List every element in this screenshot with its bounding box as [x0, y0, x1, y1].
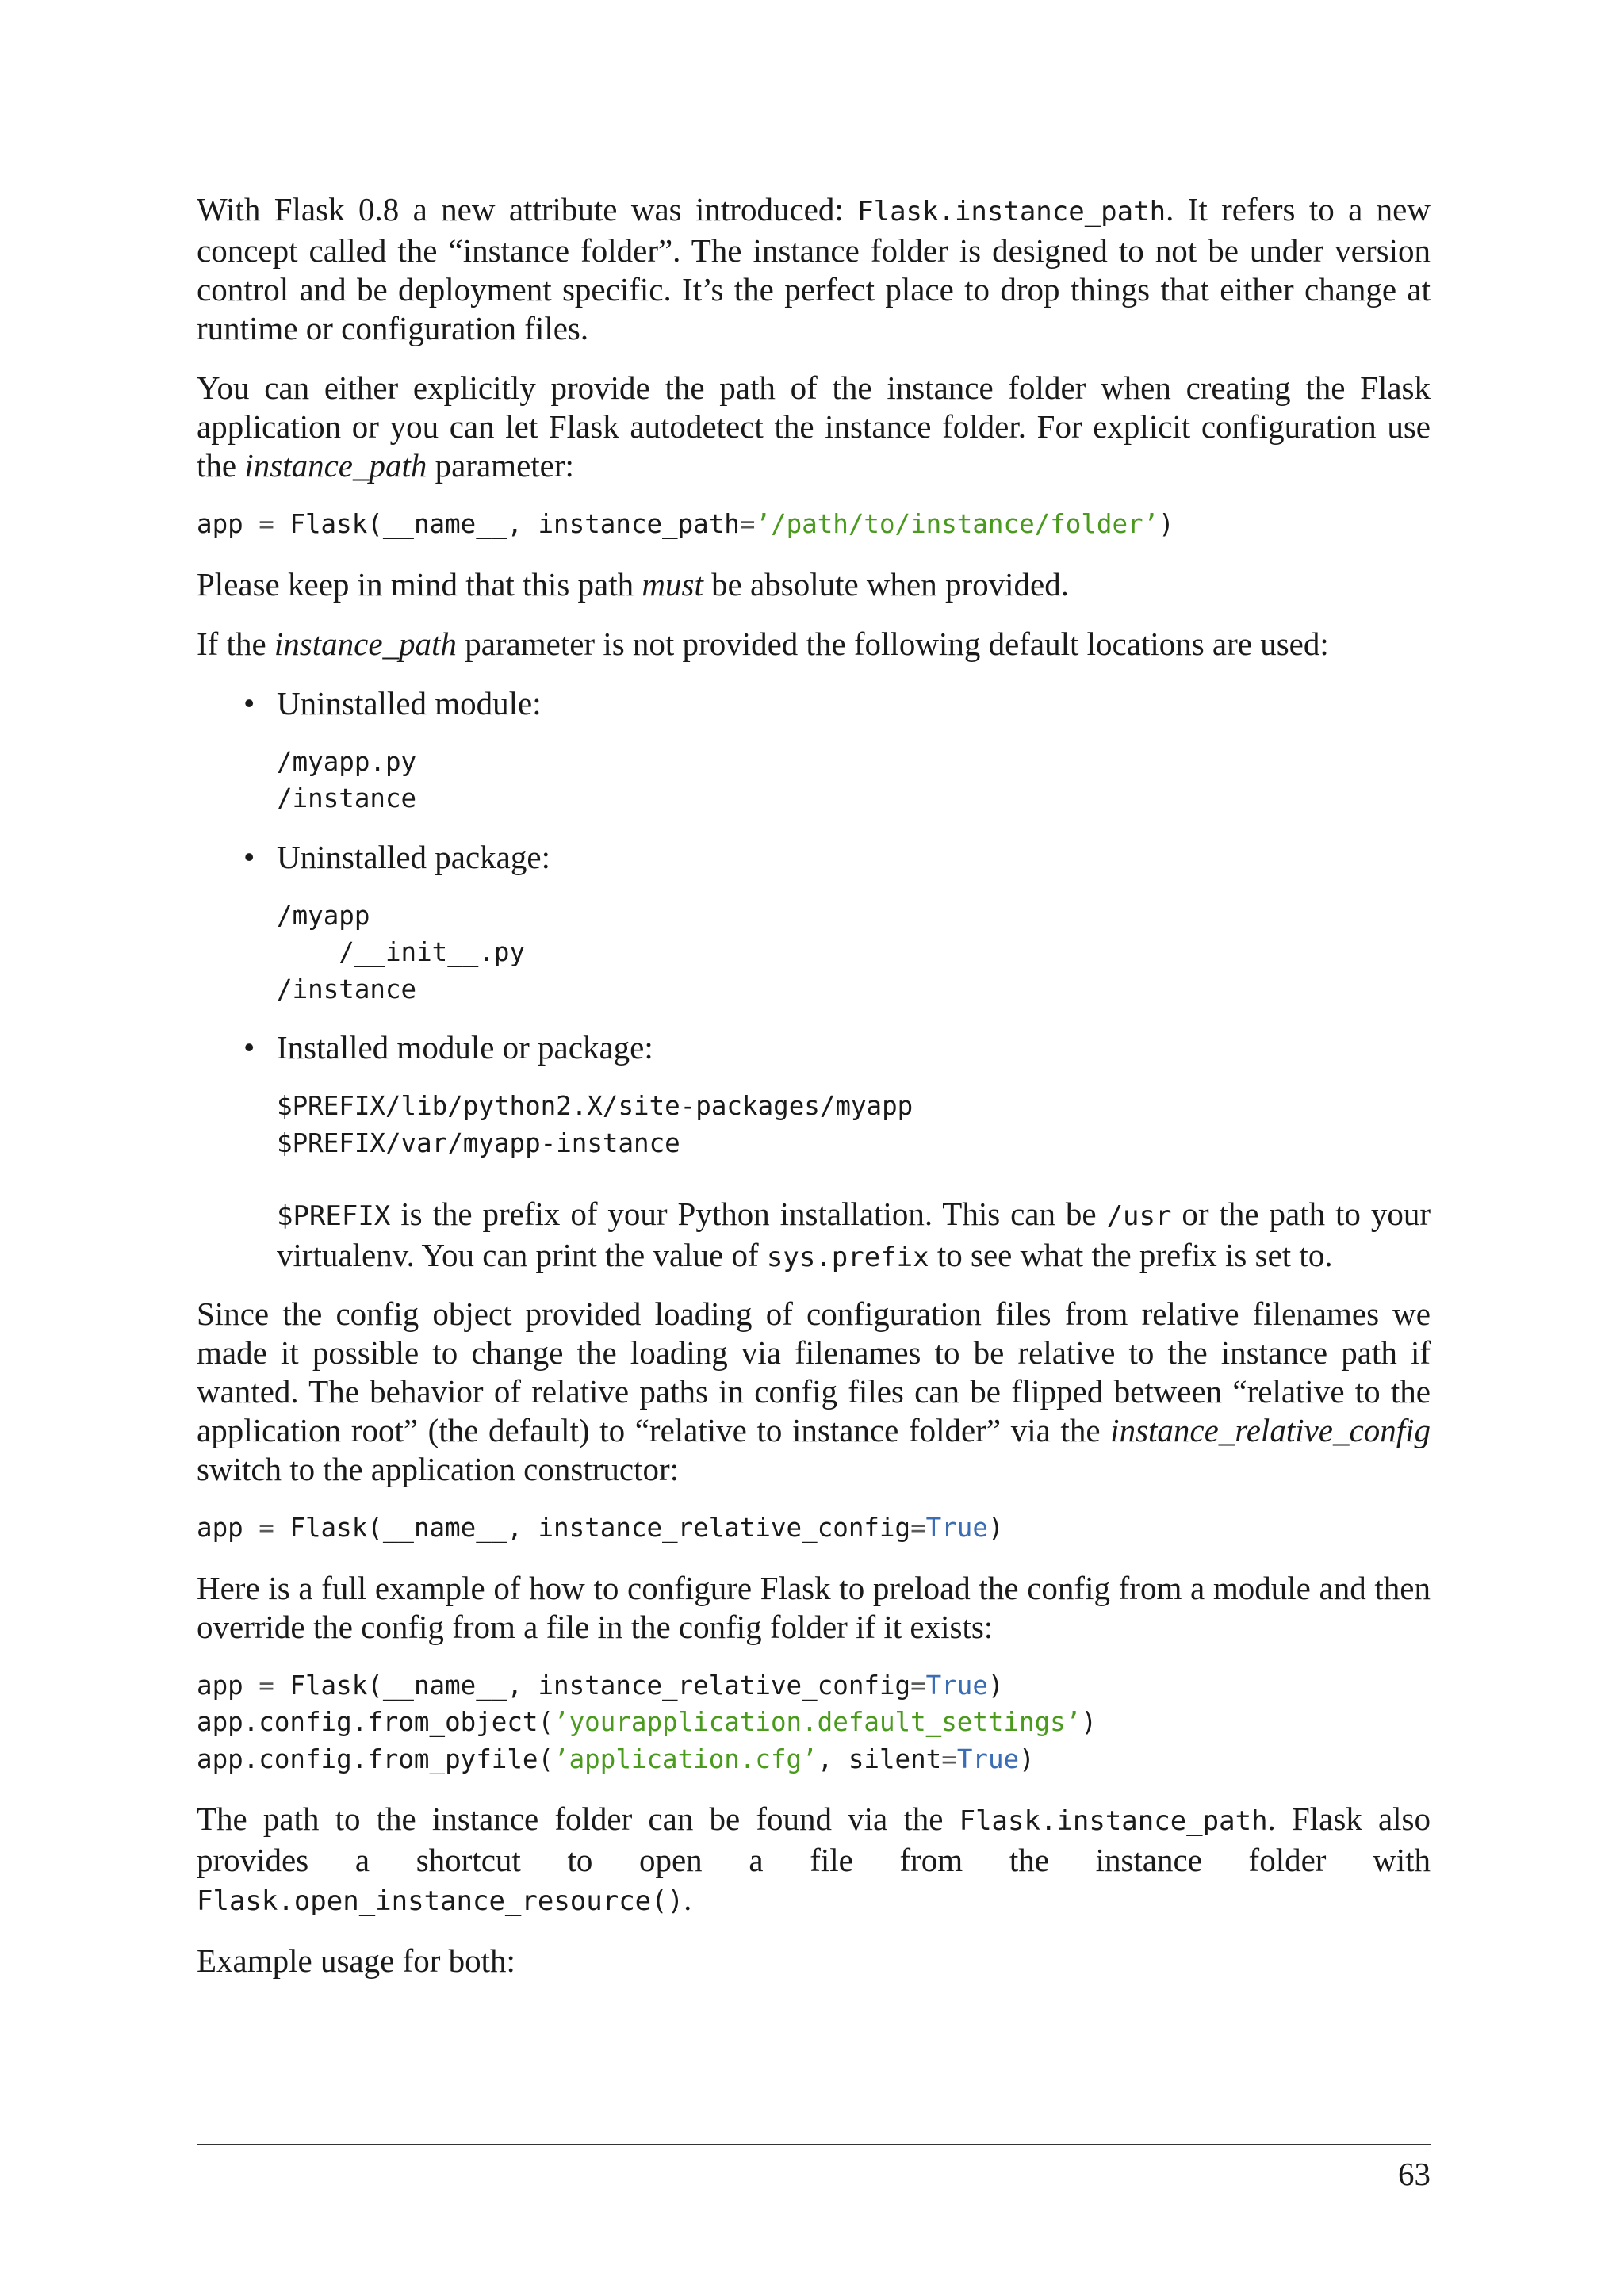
list-item-label: Uninstalled module: [277, 684, 542, 721]
code-block-relative-config: app = Flask(__name__, instance_relative_config=True) [197, 1513, 1004, 1543]
bullet-icon: • [243, 1029, 255, 1066]
paragraph-default-locations: If the instance_path parameter is not provided the following default locations are used: [197, 625, 1329, 662]
bullet-icon: • [243, 838, 255, 875]
code-line: app = Flask(__name__, instance_relative_config=True) [197, 1670, 1004, 1701]
code-block-full-example [197, 1667, 1431, 1778]
inline-code-instance-path: Flask.instance_path [857, 196, 1166, 228]
paragraph-explicit-path: You can either explicitly provide the path of the instance folder when creating the Flask application or you can let Flask autodetect the instance folder. For explicit configuration use the instance_path parameter: [197, 369, 1431, 484]
footer-rule [197, 2144, 1431, 2145]
inline-code-open-instance-resource: Flask.open_instance_resource() [197, 1885, 684, 1917]
code-block-instance-path: app = Flask(__name__, instance_path=’/path/to/instance/folder’) [197, 509, 1174, 539]
emphasis-must: must [642, 565, 703, 603]
code-block-installed: $PREFIX/lib/python2.X/site-packages/myapp $PREFIX/var/myapp-instance [277, 1091, 914, 1158]
page-number: 63 [1398, 2156, 1431, 2192]
list-item-label: Installed module or package: [277, 1029, 653, 1066]
paragraph-instance-path-intro: With Flask 0.8 a new attribute was introduced: Flask.instance_path. It refers to a new concept called the “instance folder”. The instance folder is designed to not be under version control and be deployment specific. It’s the perfect place to drop things that either change at runtime or configuration files. [197, 191, 1431, 346]
paragraph-relative-config: Since the config object provided loading of configuration files from relative filenames we made it possible to change the loading via filenames to be relative to the instance path if wanted. The behavior of relative paths in config files can be flipped between “relative to the application root” (the default) to “relative to instance folder” via the instance_relative_config switch to the application constructor: [197, 1295, 1431, 1487]
paragraph-full-example: Here is a full example of how to configure Flask to preload the config from a module and then override the config from a file in the config folder if it exists: [197, 1569, 1431, 1645]
prefix-note: $PREFIX is the prefix of your Python installation. This can be /usr or the path to your virtualenv. You can print the value of sys.prefix to see what the prefix is set to. [277, 1196, 1431, 1273]
default-locations-list [197, 684, 1431, 1278]
paragraph-example-usage: Example usage for both: [197, 1942, 515, 1979]
code-line: app.config.from_pyfile(’application.cfg’, silent=True) [197, 1743, 1035, 1774]
list-item-uninstalled-module [197, 684, 1431, 817]
code-line: app.config.from_object(’yourapplication.default_settings’) [197, 1707, 1097, 1737]
code-block-uninstalled-module: /myapp.py /instance [277, 746, 417, 813]
emphasis-instance-path: instance_path [244, 447, 427, 484]
emphasis-instance-path-2: instance_path [274, 625, 457, 662]
document-page [197, 190, 1431, 1980]
code-block-uninstalled-package: /myapp /__init__.py /instance [277, 900, 526, 1004]
paragraph-instance-resource: The path to the instance folder can be found via the Flask.instance_path. Flask also provides a shortcut to open a file from the instance folder with Flask.open_instance_resource(). [197, 1800, 1431, 1917]
paragraph-absolute-path: Please keep in mind that this path must be absolute when provided. [197, 565, 1069, 603]
list-item-label: Uninstalled package: [277, 838, 550, 875]
emphasis-instance-relative-config: instance_relative_config [1110, 1412, 1431, 1448]
list-item-uninstalled-package [197, 838, 1431, 1008]
bullet-icon: • [243, 684, 255, 721]
list-item-installed [197, 1028, 1431, 1277]
